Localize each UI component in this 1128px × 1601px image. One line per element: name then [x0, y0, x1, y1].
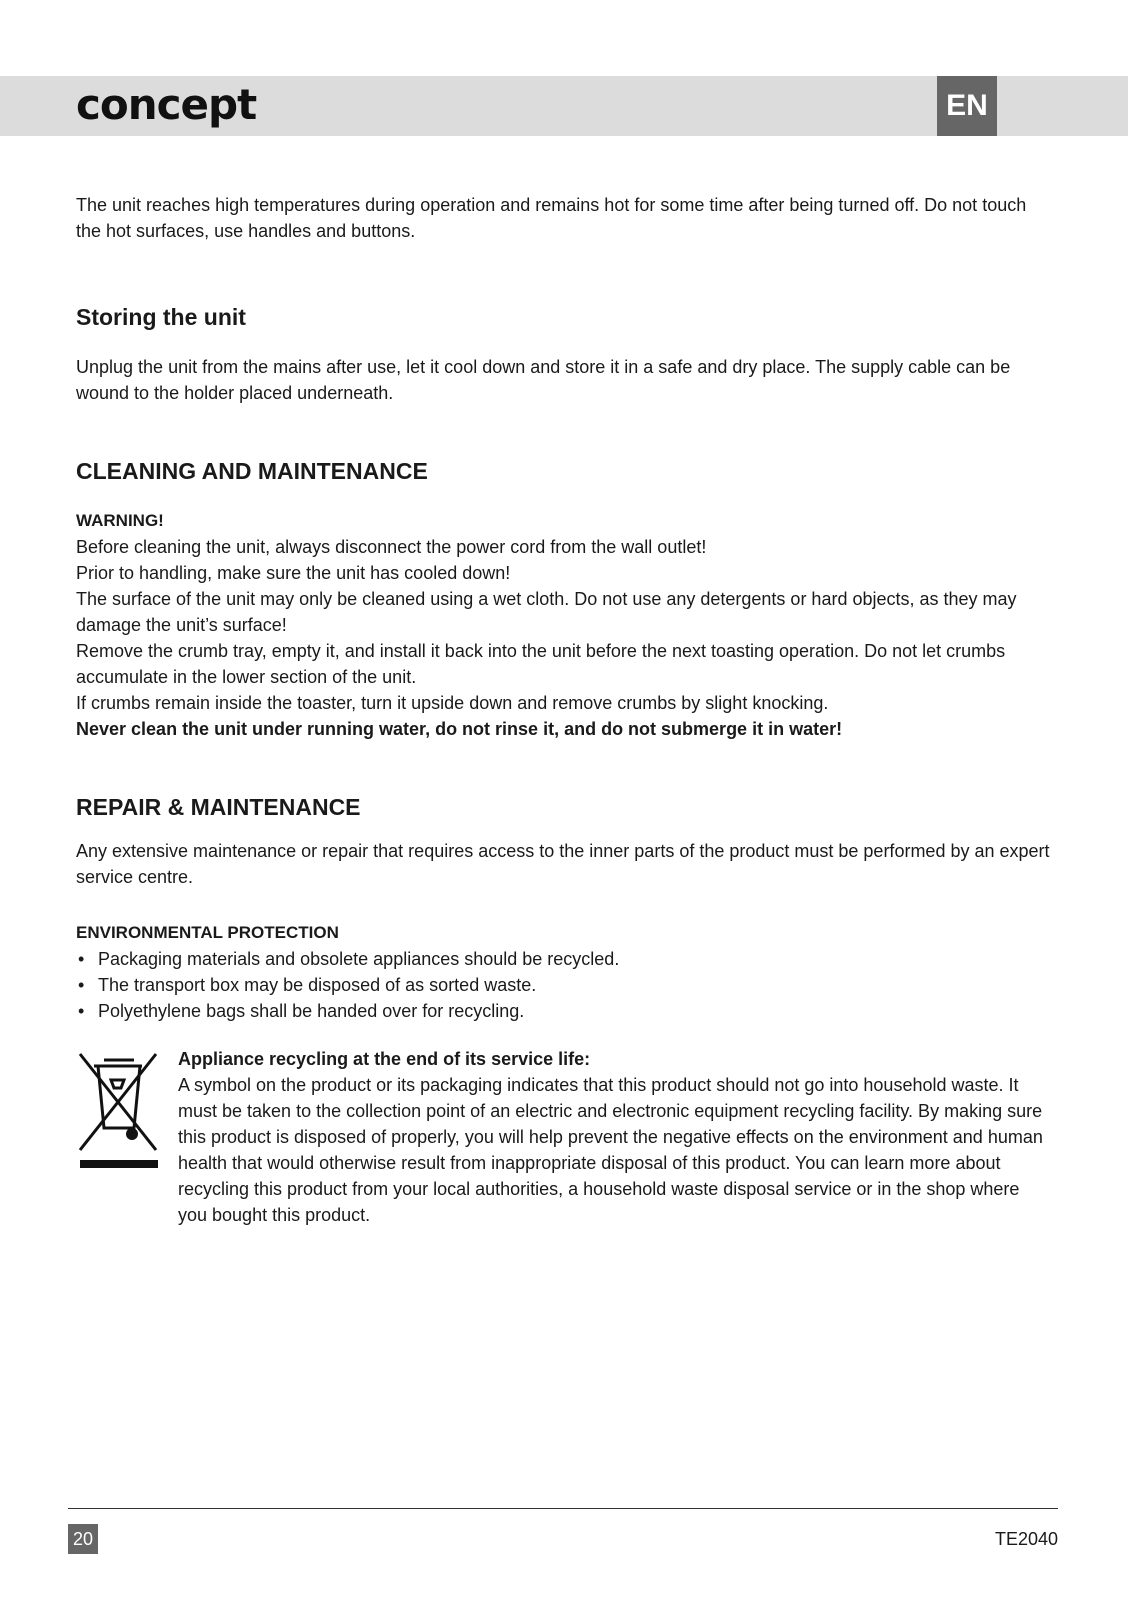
environment-list [76, 946, 1052, 1024]
list-item: • The transport box may be disposed of as sorted waste. [76, 972, 1052, 998]
brand-logo: concept [76, 80, 257, 129]
repair-heading: REPAIR & MAINTENANCE [76, 794, 361, 820]
list-item: • Polyethylene bags shall be handed over for recycling. [76, 998, 1052, 1024]
recycling-title: Appliance recycling at the end of its service life: [178, 1049, 591, 1069]
page-content [76, 192, 1052, 1228]
footer-divider [68, 1508, 1058, 1509]
cleaning-line: If crumbs remain inside the toaster, turn it upside down and remove crumbs by slight knocking. [76, 693, 829, 713]
cleaning-heading: CLEANING AND MAINTENANCE [76, 458, 428, 484]
cleaning-line: Prior to handling, make sure the unit has cooled down! [76, 563, 511, 583]
model-number: TE2040 [994, 1529, 1058, 1549]
recycling-block [76, 1046, 1052, 1228]
intro-paragraph: The unit reaches high temperatures during operation and remains hot for some time after being turned off. Do not touch the hot surfaces, use handles and buttons. [76, 195, 1027, 241]
storing-paragraph: Unplug the unit from the mains after use, let it cool down and store it in a safe and dry place. The supply cable can be wound to the holder placed underneath. [76, 357, 1011, 403]
repair-paragraph: Any extensive maintenance or repair that requires access to the inner parts of the product must be performed by an expert service centre. [76, 841, 1050, 887]
cleaning-bold-warning: Never clean the unit under running water, do not rinse it, and do not submerge it in water! [76, 719, 843, 739]
language-badge: EN [937, 76, 997, 136]
warning-label: WARNING! [76, 511, 164, 530]
storing-heading: Storing the unit [76, 304, 246, 330]
list-item: • Packaging materials and obsolete appliances should be recycled. [76, 946, 1052, 972]
cleaning-line: The surface of the unit may only be cleaned using a wet cloth. Do not use any detergents or hard objects, as they may damage the unit’s surface! [76, 589, 1017, 635]
cleaning-line: Before cleaning the unit, always disconnect the power cord from the wall outlet! [76, 537, 707, 557]
page-number: 20 [68, 1524, 98, 1554]
weee-crossed-bin-icon [76, 1050, 160, 1170]
cleaning-line: Remove the crumb tray, empty it, and install it back into the unit before the next toasting operation. Do not let crumbs accumulate in the lower section of the unit. [76, 641, 1006, 687]
recycling-paragraph: A symbol on the product or its packaging indicates that this product should not go into household waste. It must be taken to the collection point of an electric and electronic equipment recycling facility. By making sure this product is disposed of properly, you will help prevent the negative effects on the environment and human health that would otherwise result from inappropriate disposal of this product. You can learn more about recycling this product from your local authorities, a household waste disposal service or in the shop where you bought this product. [178, 1075, 1043, 1225]
environment-heading: ENVIRONMENTAL PROTECTION [76, 923, 339, 942]
